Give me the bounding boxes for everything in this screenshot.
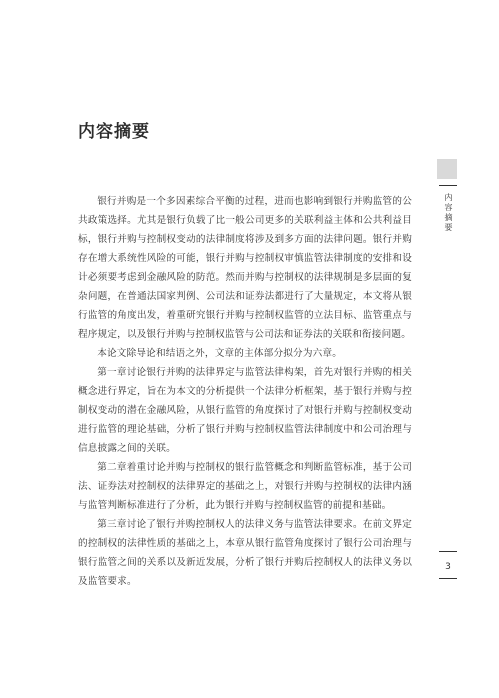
abstract-body [78,192,412,591]
page-number-divider-bottom [439,578,457,579]
side-tab-label: 内容摘要 [444,193,453,232]
paragraph: 本论文除导论和结语之外，文章的主体部分拟分为六章。 [97,348,343,359]
paragraph: 第三章讨论了银行并购控制权人的法律义务与监管法律要求。在前文界定的控制权的法律性质的基础之上，本章从银行监管角度探讨了银行公司治理与银行监管之间的关系以及新近发展，分析了银行并购后控制权人的法律义务以及监管要求。 [78,519,412,587]
side-tab-marker [437,159,457,179]
paragraph: 银行并购是一个多因素综合平衡的过程，进而也影响到银行并购监管的公共政策选择。尤其是银行负载了比一般公司更多的关联利益主体和公共利益目标，银行并购与控制权变动的法律制度将涉及到多方面的法律问题。银行并购存在增大系统性风险的可能，银行并购与控制权审慎监管法律制度的安排和设计必须要考虑到金融风险的防范。然而并购与控制权的法律规制是多层面的复杂问题，在普通法国家判例、公司法和证券法都进行了大量规定，本文将从银行监管的角度出发，着重研究银行并购与控制权监管的立法目标、监管重点与程序规定，以及银行并购与控制权监管与公司法和证券法的关联和衔接问题。 [78,196,412,340]
page-number: 3 [445,562,451,572]
paragraph: 第一章讨论银行并购的法律界定与监管法律构架，首先对银行并购的相关概念进行界定，旨在为本文的分析提供一个法律分析框架，基于银行并购与控制权变动的潜在金融风险，从银行监管的角度探讨了对银行并购与控制权变动进行监管的理论基础，分析了银行并购与控制权监管法律制度中和公司治理与信息披露之间的关联。 [78,367,412,454]
side-tab-divider [439,185,457,186]
paragraph: 第二章着重讨论并购与控制权的银行监管概念和判断监管标准，基于公司法、证券法对控制权的法律界定的基础之上，对银行并购与控制权的法律内涵与监管判断标准进行了分析，此为银行并购与控制权监管的前提和基础。 [78,462,412,511]
page-title: 内容摘要 [78,122,150,142]
page-number-divider-top [439,551,457,552]
